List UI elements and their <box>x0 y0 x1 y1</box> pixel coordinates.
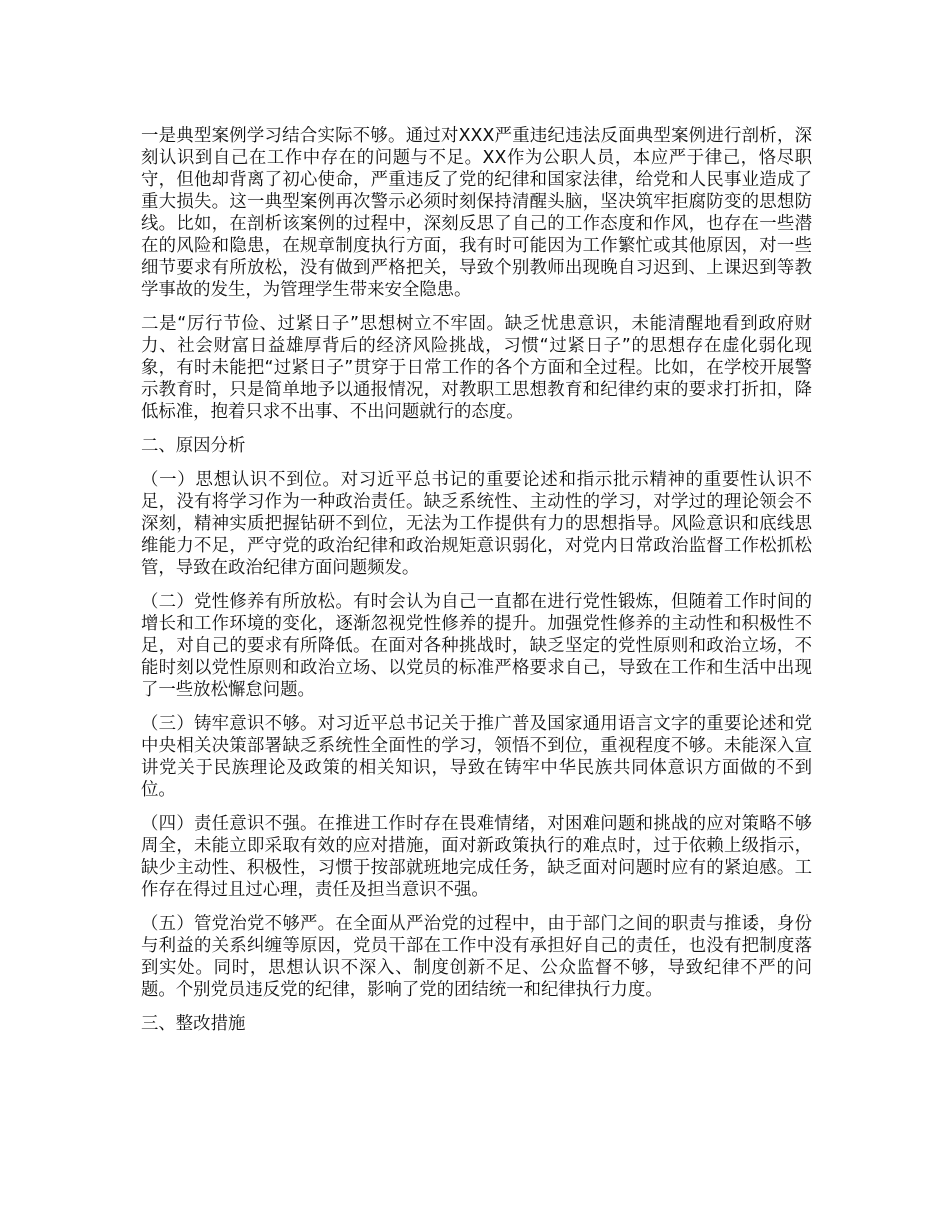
paragraph-cause-1-ideological-awareness: （一）思想认识不到位。对习近平总书记的重要论述和指示批示精神的重要性认识不足，没有将学习作为一种政治责任。缺乏系统性、主动性的学习，对学过的理论领会不深刻，精神实质把握钻研不到位，无法为工作提供有力的思想指导。风险意识和底线思维能力不足，严守党的政治纪律和政治规矩意识弱化，对党内日常政治监督工作松抓松管，导致在政治纪律方面问题频发。 <box>141 470 812 578</box>
section-heading-rectification-measures: 三、整改措施 <box>141 1014 246 1034</box>
paragraph-cause-2-party-spirit: （二）党性修养有所放松。有时会认为自己一直都在进行党性锻炼，但随着工作时间的增长和工作环境的变化，逐渐忽视党性修养的提升。加强党性修养的主动性和积极性不足，对自己的要求有所降低。在面对各种挑战时，缺乏坚定的党性原则和政治立场，不能时刻以党性原则和政治立场、以党员的标准严格要求自己，导致在工作和生活中出现了一些放松懈怠问题。 <box>141 592 812 700</box>
paragraph-typical-case-study: 一是典型案例学习结合实际不够。通过对XXX严重违纪违法反面典型案例进行剖析，深刻认识到自己在工作中存在的问题与不足。XX作为公职人员，本应严于律己，恪尽职守，但他却背离了初心使命，严重违反了党的纪律和国家法律，给党和人民事业造成了重大损失。这一典型案例再次警示必须时刻保持清醒头脑，坚决筑牢拒腐防变的思想防线。比如，在剖析该案例的过程中，深刻反思了自己的工作态度和作风，也存在一些潜在的风险和隐患，在规章制度执行方面，我有时可能因为工作繁忙或其他原因，对一些细节要求有所放松，没有做到严格把关，导致个别教师出现晚自习迟到、上课迟到等教学事故的发生，为管理学生带来安全隐患。 <box>141 126 812 300</box>
section-heading-cause-analysis: 二、原因分析 <box>141 436 246 456</box>
paragraph-frugality-mindset: 二是“厉行节俭、过紧日子”思想树立不牢固。缺乏忧患意识，未能清醒地看到政府财力、社会财富日益雄厚背后的经济风险挑战，习惯“过紧日子”的思想存在虚化弱化现象，有时未能把“过紧日子”贯穿于日常工作的各个方面和全过程。比如，在学校开展警示教育时，只是简单地予以通报情况，对教职工思想教育和纪律约束的要求打折扣，降低标准，抱着只求不出事、不出问题就行的态度。 <box>141 314 812 422</box>
paragraph-cause-5-party-governance: （五）管党治党不够严。在全面从严治党的过程中，由于部门之间的职责与推诿，身份与利益的关系纠缠等原因，党员干部在工作中没有承担好自己的责任，也没有把制度落到实处。同时，思想认识不深入、制度创新不足、公众监督不够，导致纪律不严的问题。个别党员违反党的纪律，影响了党的团结统一和纪律执行力度。 <box>141 914 812 1000</box>
paragraph-cause-3-consciousness: （三）铸牢意识不够。对习近平总书记关于推广普及国家通用语言文字的重要论述和党中央相关决策部署缺乏系统性全面性的学习，领悟不到位，重视程度不够。未能深入宣讲党关于民族理论及政策的相关知识，导致在铸牢中华民族共同体意识方面做的不到位。 <box>141 714 812 800</box>
paragraph-cause-4-responsibility: （四）责任意识不强。在推进工作时存在畏难情绪，对困难问题和挑战的应对策略不够周全，未能立即采取有效的应对措施，面对新政策执行的难点时，过于依赖上级指示，缺少主动性、积极性，习惯于按部就班地完成任务，缺乏面对问题时应有的紧迫感。工作存在得过且过心理，责任及担当意识不强。 <box>141 814 812 900</box>
document-page <box>141 125 812 1047</box>
